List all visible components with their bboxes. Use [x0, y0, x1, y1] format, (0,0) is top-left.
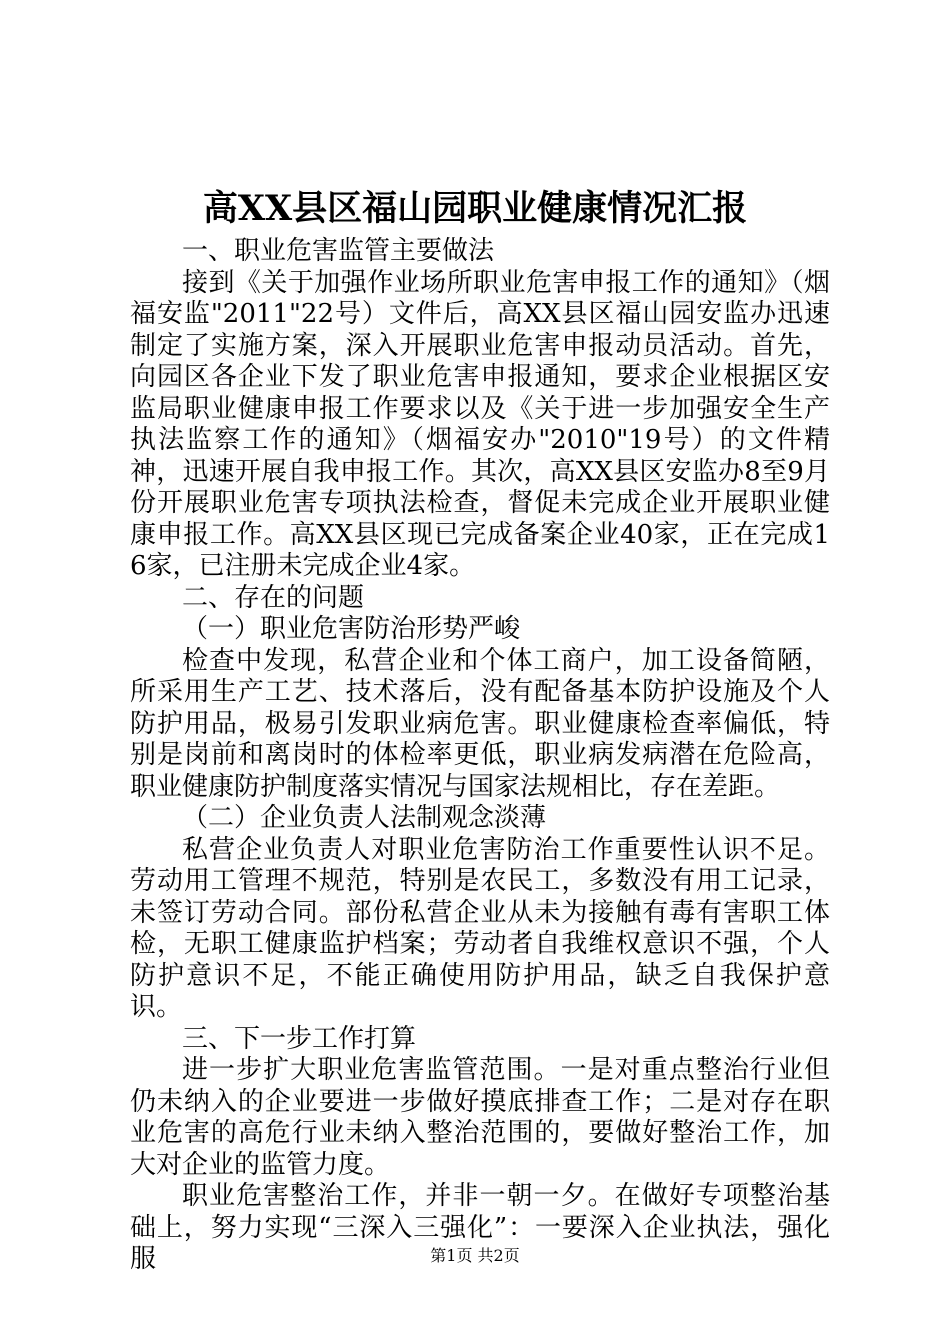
- paragraph: 私营企业负责人对职业危害防治工作重要性认识不足。劳动用工管理不规范，特别是农民工，多数没有用工记录，未签订劳动合同。部份私营企业从未为接触有毒有害职工体检，无职工健康监护档案；劳动者自我维权意识不强，个人防护意识不足，不能正确使用防护用品，缺乏自我保护意识。: [130, 834, 830, 1022]
- page-footer: 第1页 共2页: [430, 1246, 520, 1265]
- document-title: 高XX县区福山园职业健康情况汇报: [202, 188, 748, 229]
- paragraph: 接到《关于加强作业场所职业危害申报工作的通知》（烟福安监"2011"22号）文件后，高XX县区福山园安监办迅速制定了实施方案，深入开展职业危害申报动员活动。首先，向园区各企业下发了职业危害申报通知，要求企业根据区安监局职业健康申报工作要求以及《关于进一步加强安全生产执法监察工作的通知》（烟福安办"2010"19号）的文件精神，迅速开展自我申报工作。其次，高XX县区安监办8至9月份开展职业危害专项执法检查，督促未完成企业开展职业健康申报工作。高XX县区现已完成备案企业40家，正在完成16家，已注册未完成企业4家。: [130, 267, 830, 581]
- section-heading-3: 三、下一步工作打算: [182, 1023, 417, 1054]
- paragraph: 进一步扩大职业危害监管范围。一是对重点整治行业但仍未纳入的企业要进一步做好摸底排查工作；二是对存在职业危害的高危行业未纳入整治范围的，要做好整治工作，加大对企业的监管力度。: [130, 1055, 830, 1180]
- subsection-heading-2: （二）企业负责人法制观念淡薄: [182, 803, 547, 833]
- subsection-heading-1: （一）职业危害防治形势严峻: [182, 614, 521, 644]
- section-heading-2: 二、存在的问题: [182, 582, 365, 613]
- document-body: [130, 236, 830, 1276]
- section-heading-1: 一、职业危害监管主要做法: [182, 236, 495, 266]
- paragraph: 职业危害整治工作，并非一朝一夕。在做好专项整治基础上，努力实现“三深入三强化”：一要深入企业执法，强化服: [130, 1181, 830, 1274]
- paragraph: 检查中发现，私营企业和个体工商户，加工设备简陋，所采用生产工艺、技术落后，没有配备基本防护设施及个人防护用品，极易引发职业病危害。职业健康检查率偏低，特别是岗前和离岗时的体检率更低，职业病发病潜在危险高，职业健康防护制度落实情况与国家法规相比，存在差距。: [130, 645, 830, 802]
